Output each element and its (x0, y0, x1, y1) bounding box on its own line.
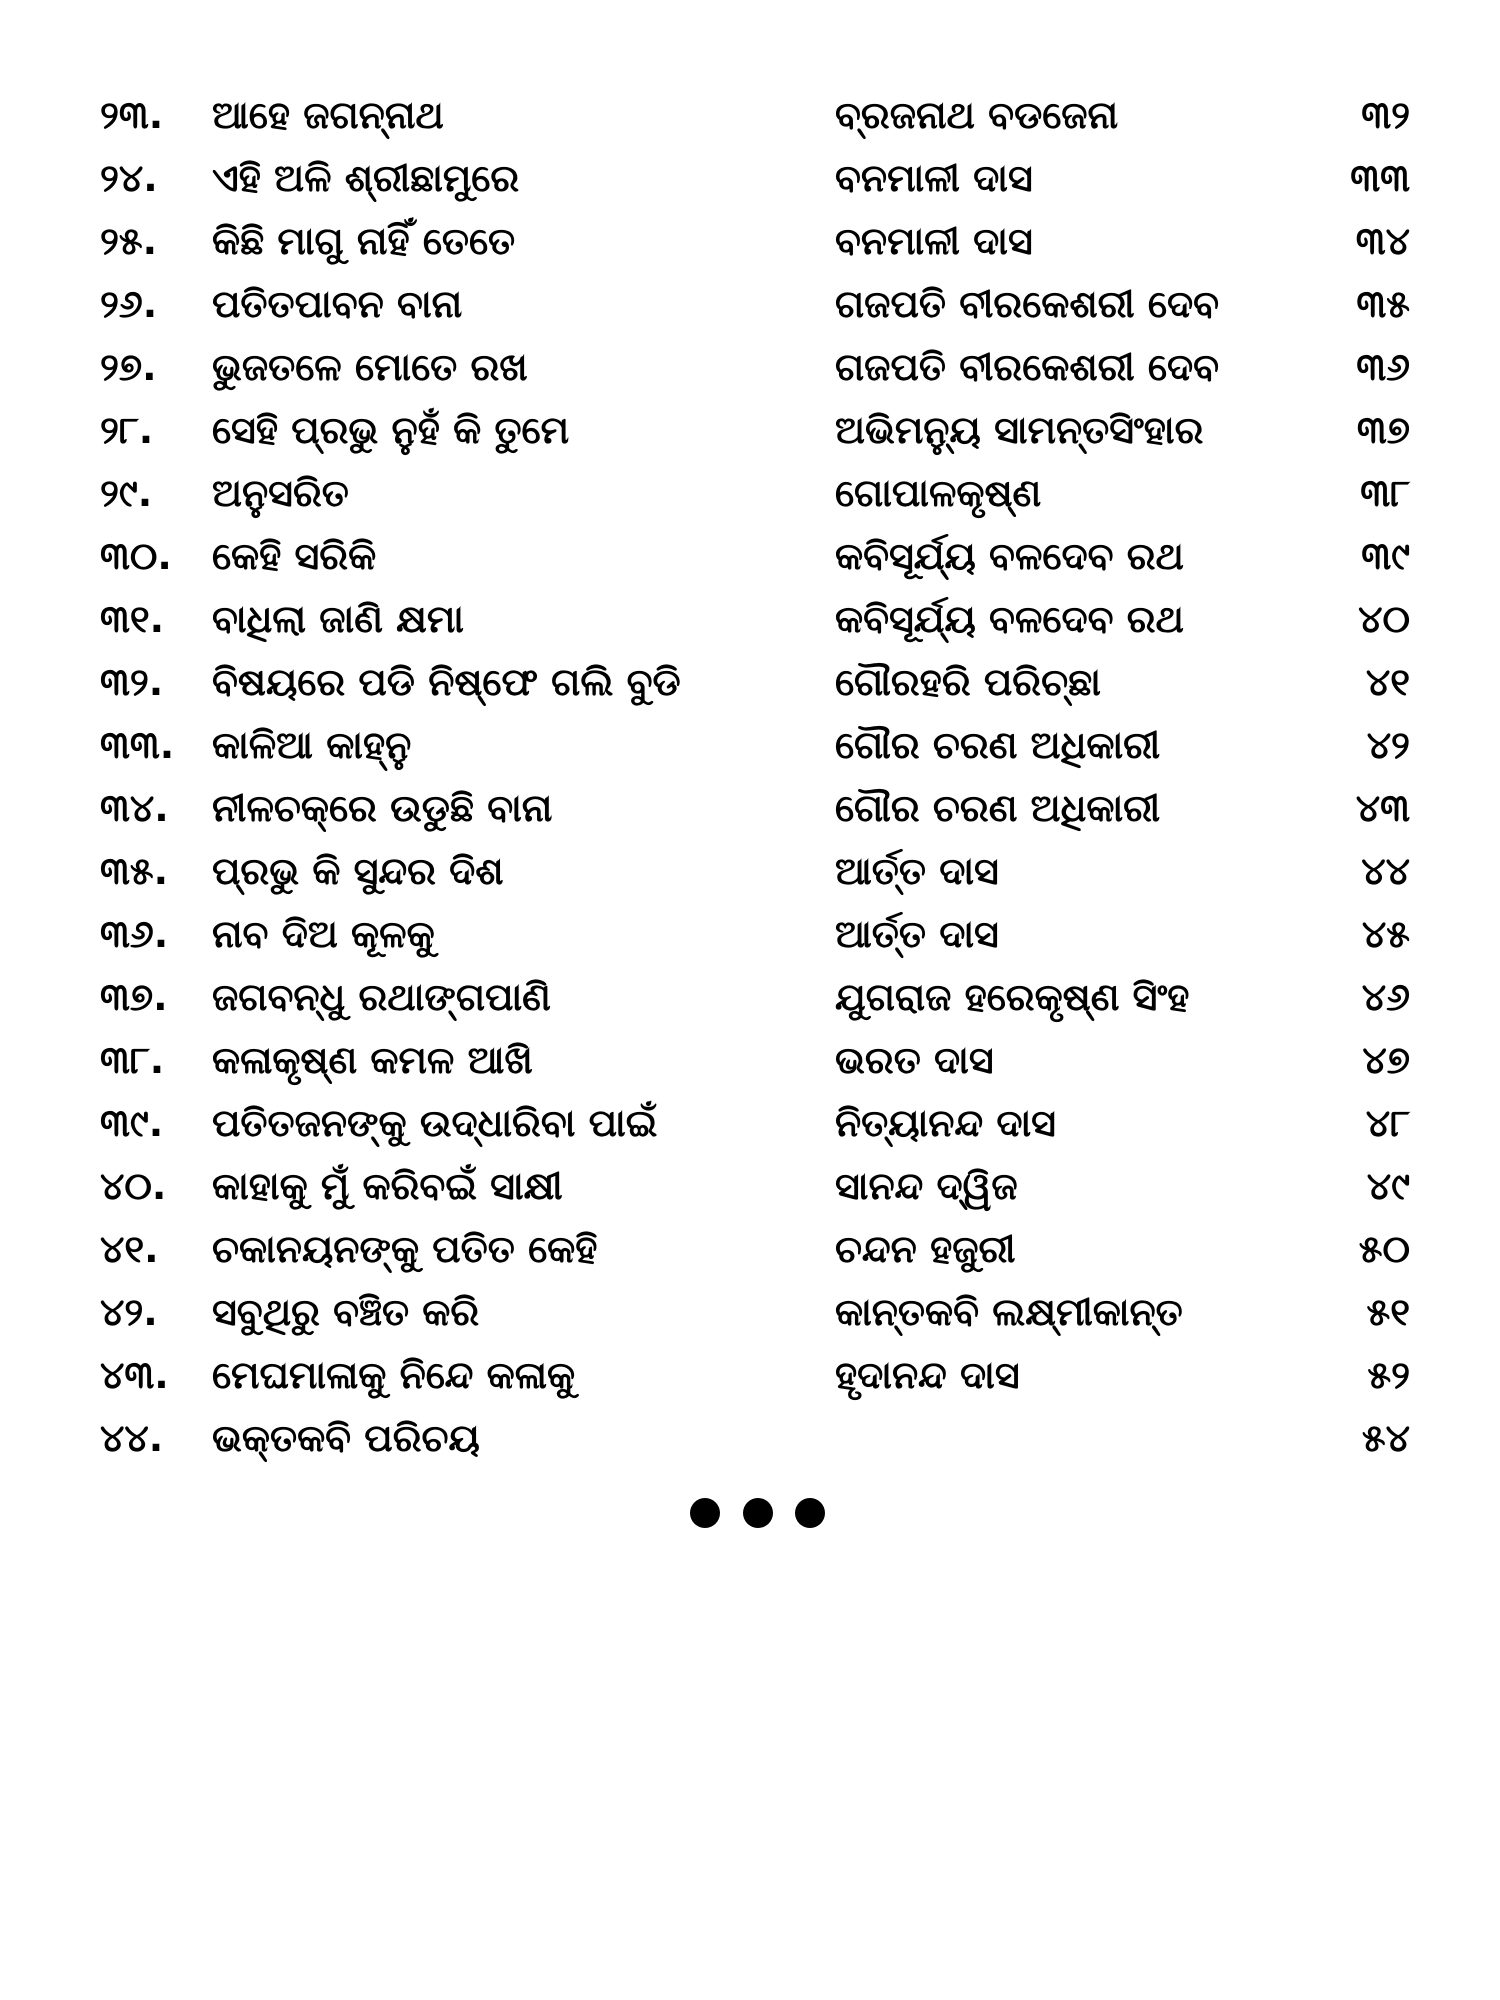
entry-number: ୪୦. (100, 1164, 167, 1208)
entry-title: ଅନୁସରିତ (212, 471, 349, 515)
entry-author: କବିସୂର୍ଯ୍ୟ ବଳଦେବ ରଥ (835, 534, 1184, 578)
entry-author: ଗଜପତି ବୀରକେଶରୀ ଦେବ (835, 345, 1220, 389)
toc-row (100, 210, 1410, 273)
toc-row (100, 462, 1410, 525)
toc-row (100, 714, 1410, 777)
toc-row (100, 903, 1410, 966)
entry-title: ଆହେ ଜଗନ୍ନାଥ (212, 93, 444, 137)
entry-page-number: ୪୩ (1355, 786, 1410, 830)
entry-number: ୩୪. (100, 786, 169, 830)
entry-number: ୩୮. (100, 1038, 165, 1082)
entry-page-number: ୩୩ (1350, 156, 1410, 200)
entry-page-number: ୫୨ (1367, 1353, 1410, 1397)
toc-row (100, 84, 1410, 147)
toc-row (100, 1092, 1410, 1155)
entry-page-number: ୪୬ (1361, 975, 1410, 1019)
entry-number: ୩୬. (100, 912, 169, 956)
entry-title: କଳାକୃଷ୍ଣ କମଳ ଆଖି (212, 1038, 533, 1082)
entry-author: କବିସୂର୍ଯ୍ୟ ବଳଦେବ ରଥ (835, 597, 1184, 641)
entry-page-number: ୪୨ (1366, 723, 1410, 767)
entry-title: ମେଘମାଳାକୁ ନିନ୍ଦେ କଳାକୁ (212, 1353, 576, 1397)
entry-page-number: ୫୪ (1361, 1416, 1410, 1460)
entry-page-number: ୪୯ (1366, 1164, 1410, 1208)
entry-title: ନୀଳଚକ୍ରେ ଉଡୁଛି ବାନା (212, 786, 553, 830)
toc-row (100, 147, 1410, 210)
entry-page-number: ୩୭ (1356, 408, 1410, 452)
dot-icon (743, 1498, 773, 1528)
toc-row (100, 1029, 1410, 1092)
entry-title: ଭକ୍ତକବି ପରିଚୟ (212, 1416, 480, 1460)
entry-page-number: ୪୫ (1361, 912, 1410, 956)
entry-author: ଗୌର ଚରଣ ଅଧିକାରୀ (835, 723, 1161, 767)
end-ornament (690, 1498, 825, 1528)
entry-title: କେହି ସରିକି (212, 534, 377, 578)
entry-title: ଏହି ଅଳି ଶ୍ରୀଛାମୁରେ (212, 156, 520, 200)
entry-page-number: ୩୪ (1355, 219, 1410, 263)
table-of-contents (100, 84, 1410, 1470)
entry-number: ୩୦. (100, 534, 172, 578)
entry-number: ୩୨. (100, 660, 164, 704)
toc-row (100, 273, 1410, 336)
entry-title: ଜଗବନ୍ଧୁ ରଥାଙ୍ଗପାଣି (212, 975, 551, 1019)
entry-number: ୩୧. (100, 597, 165, 641)
toc-row (100, 1281, 1410, 1344)
entry-author: ବନମାଳୀ ଦାସ (835, 219, 1033, 263)
toc-row (100, 840, 1410, 903)
entry-title: ବିଷୟରେ ପଡି ନିଷ୍ଫେ ଗଲି ବୁଡି (212, 660, 681, 704)
toc-row (100, 651, 1410, 714)
entry-page-number: ୩୯ (1361, 534, 1410, 578)
entry-number: ୩୫. (100, 849, 169, 893)
entry-author: ଗଜପତି ବୀରକେଶରୀ ଦେବ (835, 282, 1220, 326)
toc-row (100, 777, 1410, 840)
entry-page-number: ୫୧ (1366, 1290, 1410, 1334)
entry-page-number: ୪୭ (1362, 1038, 1410, 1082)
entry-page-number: ୫୦ (1358, 1227, 1410, 1271)
entry-author: ଚନ୍ଦନ ହଜୁରୀ (835, 1227, 1016, 1271)
entry-author: ଗୌର ଚରଣ ଅଧିକାରୀ (835, 786, 1161, 830)
toc-row (100, 588, 1410, 651)
entry-page-number: ୩୫ (1356, 282, 1410, 326)
entry-page-number: ୩୮ (1360, 471, 1410, 515)
entry-title: ଚକାନୟନଙ୍କୁ ପତିତ କେହି (212, 1227, 598, 1271)
entry-author: ଯୁଗରାଜ ହରେକୃଷ୍ଣ ସିଂହ (835, 975, 1190, 1019)
entry-page-number: ୪୦ (1358, 597, 1410, 641)
toc-row (100, 1407, 1410, 1470)
entry-author: ନିତ୍ୟାନନ୍ଦ ଦାସ (835, 1101, 1056, 1145)
entry-number: ୨୪. (100, 156, 158, 200)
entry-page-number: ୪୮ (1365, 1101, 1410, 1145)
toc-row (100, 525, 1410, 588)
entry-number: ୨୩. (100, 93, 164, 137)
entry-author: ଗୋପାଳକୃଷ୍ଣ (835, 471, 1042, 515)
entry-page-number: ୪୧ (1365, 660, 1410, 704)
dot-icon (690, 1498, 720, 1528)
toc-row (100, 1155, 1410, 1218)
toc-row (100, 399, 1410, 462)
entry-title: ପତିତପାବନ ବାନା (212, 282, 463, 326)
entry-author: କାନ୍ତକବି ଲକ୍ଷ୍ମୀକାନ୍ତ (835, 1290, 1183, 1334)
entry-number: ୪୨. (100, 1290, 158, 1334)
entry-number: ୨୮. (100, 408, 154, 452)
entry-author: ଭରତ ଦାସ (835, 1038, 994, 1082)
entry-page-number: ୩୬ (1356, 345, 1410, 389)
entry-author: ବ୍ରଜନାଥ ବଡଜେନା (835, 93, 1119, 137)
entry-author: ଆର୍ତ୍ତ ଦାସ (835, 912, 999, 956)
entry-title: ନାବ ଦିଅ କୂଳକୁ (212, 912, 435, 956)
entry-number: ୨୫. (100, 219, 158, 263)
entry-author: ଗୌରହରି ପରିଚ୍ଛା (835, 660, 1101, 704)
entry-title: ପ୍ରଭୁ କି ସୁନ୍ଦର ଦିଶ (212, 849, 504, 893)
entry-title: ପତିତଜନଙ୍କୁ ଉଦ୍ଧାରିବା ପାଇଁ (212, 1101, 658, 1145)
entry-number: ୩୭. (100, 975, 168, 1019)
entry-number: ୨୯. (100, 471, 153, 515)
entry-title: କିଛି ମାଗୁ ନାହିଁ ତେତେ (212, 219, 516, 263)
entry-number: ୪୧. (100, 1227, 159, 1271)
entry-number: ୨୭. (100, 345, 157, 389)
entry-title: ସବୁଥିରୁ ବଞ୍ଚିତ କରି (212, 1290, 480, 1334)
entry-author: ସାନନ୍ଦ ଦ୍ୱିଜ (835, 1164, 1018, 1208)
entry-number: ୩୩. (100, 723, 175, 767)
entry-number: ୪୪. (100, 1416, 164, 1460)
entry-page-number: ୪୪ (1361, 849, 1410, 893)
entry-author: ହୃଦାନନ୍ଦ ଦାସ (835, 1353, 1020, 1397)
dot-icon (795, 1498, 825, 1528)
entry-number: ୩୯. (100, 1101, 164, 1145)
entry-author: ଅଭିମନ୍ୟୁ ସାମନ୍ତସିଂହାର (835, 408, 1204, 452)
entry-title: କାହାକୁ ମୁଁ କରିବଇଁ ସାକ୍ଷୀ (212, 1164, 563, 1208)
entry-title: ସେହି ପ୍ରଭୁ ନୁହଁ କି ତୁମେ (212, 408, 569, 452)
entry-author: ଆର୍ତ୍ତ ଦାସ (835, 849, 999, 893)
entry-page-number: ୩୨ (1361, 93, 1410, 137)
entry-author: ବନମାଳୀ ଦାସ (835, 156, 1033, 200)
entry-title: ଭୁଜତଳେ ମୋତେ ରଖ (212, 345, 528, 389)
toc-row (100, 966, 1410, 1029)
toc-row (100, 336, 1410, 399)
entry-title: ବାଧିଲା ଜାଣି କ୍ଷମା (212, 597, 464, 641)
toc-row (100, 1218, 1410, 1281)
entry-number: ୪୩. (100, 1353, 169, 1397)
entry-title: କାଳିଆ କାହ୍ନୁ (212, 723, 412, 767)
entry-number: ୨୬. (100, 282, 158, 326)
toc-row (100, 1344, 1410, 1407)
